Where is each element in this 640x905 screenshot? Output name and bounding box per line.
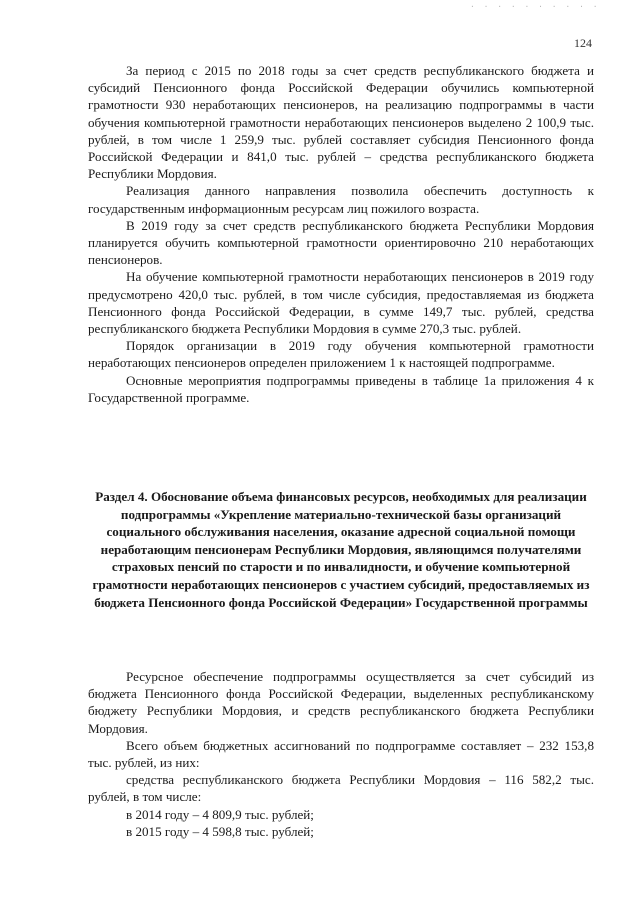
body-text-bottom <box>88 668 594 840</box>
paragraph-training-results: За период с 2015 по 2018 годы за счет средств республиканского бюджета и субсидий Пенсионного фонда Российской Федерации обучились компьютерной грамотности 930 неработающих пенсионеров, на реализацию подпрограммы в части обучения компьютерной грамотности неработающих пенсионеров выделено 2 100,9 тыс. рублей, в том числе 1 259,9 тыс. рублей составляет субсидия Пенсионного фонда Российской Федерации и 841,0 тыс. рублей – средства республиканского бюджета Республики Мордовия. <box>88 63 594 182</box>
page-number: 124 <box>574 36 592 50</box>
paragraph-procedure: Порядок организации в 2019 году обучения компьютерной грамотности неработающих пенсионеров определен приложением 1 к настоящей подпрограмме. <box>88 338 594 371</box>
paragraph-resource-provision: Ресурсное обеспечение подпрограммы осуществляется за счет субсидий из бюджета Пенсионного фонда Российской Федерации, выделенных республиканскому бюджету Республики Мордовия, и средств республиканского бюджета Республики Мордовия. <box>88 669 594 736</box>
list-item-2015: в 2015 году – 4 598,8 тыс. рублей; <box>126 823 314 839</box>
body-text-top <box>88 62 594 406</box>
paragraph-accessibility: Реализация данного направления позволила обеспечить доступность к государственным информационным ресурсам лиц пожилого возраста. <box>88 183 594 216</box>
paragraph-republican-budget: средства республиканского бюджета Республики Мордовия – 116 582,2 тыс. рублей, в том числе: <box>88 772 594 805</box>
list-item-2014: в 2014 году – 4 809,9 тыс. рублей; <box>126 806 314 822</box>
paragraph-2019-funding: На обучение компьютерной грамотности неработающих пенсионеров в 2019 году предусмотрено 420,0 тыс. рублей, в том числе субсидия, предоставляемая из бюджета Пенсионного фонда Российской Федерации, в сумме 149,7 тыс. рублей, средства республиканского бюджета Республики Мордовия в сумме 270,3 тыс. рублей. <box>88 269 594 337</box>
paragraph-total-allocation: Всего объем бюджетных ассигнований по подпрограмме составляет – 232 153,8 тыс. рублей, из них: <box>88 737 594 771</box>
scan-artifact-marks: · · · · · · · · · · <box>470 2 600 11</box>
section-heading: Раздел 4. Обоснование объема финансовых ресурсов, необходимых для реализации подпрограммы «Укрепление материально-технической базы организаций социального обслуживания населения, оказание адресной социальной помощи неработающим пенсионерам Республики Мордовия, являющимся получателями страховых пенсий по старости и по инвалидности, и обучение компьютерной грамотности неработающих пенсионеров с участием субсидий, предоставляемых из бюджета Пенсионного фонда Российской Федерации» Государственной программы <box>92 489 590 610</box>
paragraph-2019-plan: В 2019 году за счет средств республиканского бюджета Республики Мордовия планируется обучить компьютерной грамотности ориентировочно 210 неработающих пенсионеров. <box>88 217 594 268</box>
paragraph-main-activities: Основные мероприятия подпрограммы приведены в таблице 1а приложения 4 к Государственной программе. <box>88 372 594 405</box>
